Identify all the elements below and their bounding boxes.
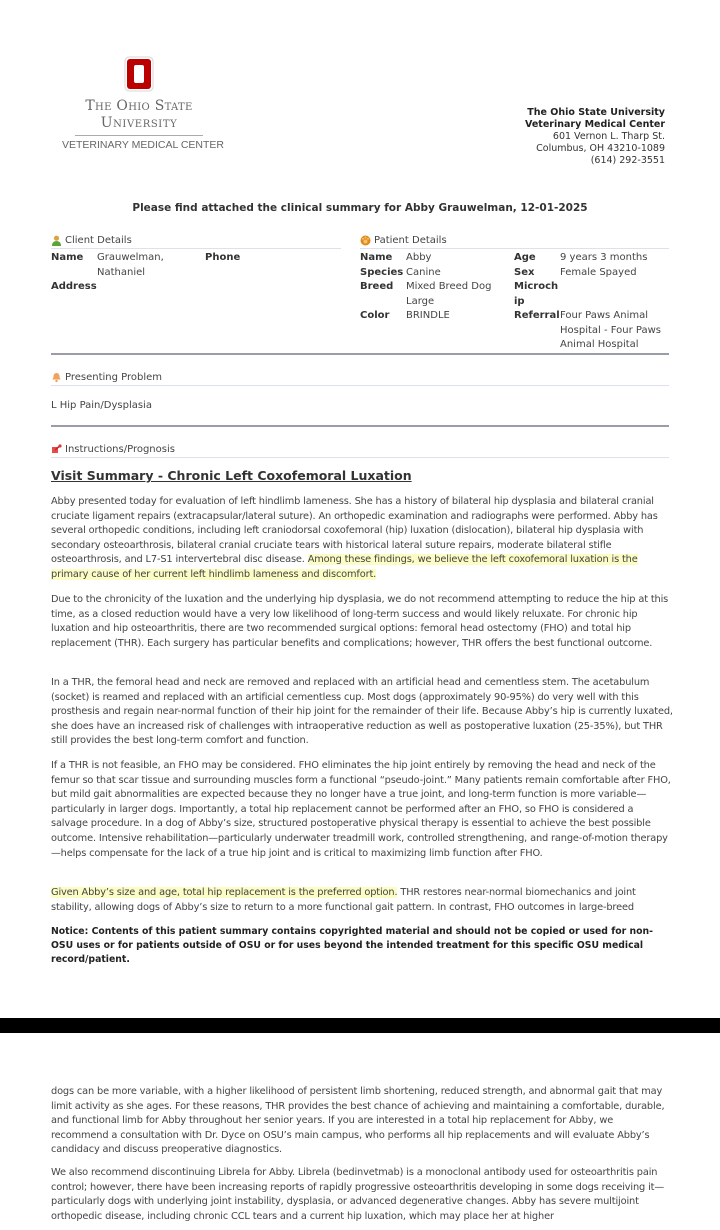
patient-name-label: Name (360, 252, 393, 263)
client-name-value (97, 251, 164, 280)
block-o-icon (124, 56, 154, 92)
visit-summary-title: Visit Summary - Chronic Left Coxofemoral Luxation (51, 468, 412, 483)
patient-breed-label: Breed (360, 281, 394, 292)
paragraph-5-text: THR restores near-normal biomechanics and joint stability, allowing dogs of Abby’s size to return to a more functional gait pattern. In contrast, FHO outcomes in large-breed (51, 887, 636, 913)
patient-referral-line3: Animal Hospital (560, 339, 639, 350)
client-details-header (51, 235, 132, 246)
paragraph-2: Due to the chronicity of the luxation and the underlying hip dysplasia, we do not recommend attempting to reduce the hip at this time, as a closed reduction would have a very low likelihood of long-term success and would likely reluxate. For chronic hip luxation and hip osteoarthritis, there are two recommended surgical options: femoral head ostectomy (FHO) and total hip replacement (THR). Each surgery has particular benefits and complications; however, THR offers the best functional outcome. (51, 594, 669, 649)
logo-rule (75, 135, 203, 136)
patient-details-rule (360, 248, 669, 249)
logo-text-line1: The Ohio State (85, 98, 193, 114)
page2-paragraph-2: We also recommend discontinuing Librela for Abby. Librela (bedinvetmab) is a monoclonal antibody used for osteoarthritis pain control; however, there have been increasing reports of rapidly progressive osteoarthritis developing in some dogs receiving it—particularly dogs with underlying joint instability, dysplasia, or advanced degenerative changes. Abby has severe multijoint orthopedic disease, including chronic CCL tears and a current hip luxation, which may place her at higher (51, 1167, 665, 1222)
patient-microchip-label-1: Microch (514, 281, 559, 292)
page2-paragraph-1: dogs can be more variable, with a higher likelihood of persistent limb shortening, reduced strength, and abnormal gait that may limit activity as she ages. For these reasons, THR provides the best chance of achieving and maintaining a comfortable, durable, and functional limb for Abby throughout her senior years. If you are interested in a total hip replacement for Abby, we recommend a consultation with Dr. Dyce on OSU’s main campus, who performs all hip replacements and will evaluate Abby’s candidacy and discuss preoperative diagnostics. (51, 1086, 665, 1156)
address-street: 601 Vernon L. Tharp St. (552, 131, 665, 142)
patient-breed-line2: Large (406, 295, 435, 307)
presenting-problem-header (51, 372, 162, 383)
address-org1: The Ohio State University (527, 107, 665, 118)
client-address-label-text: Address (51, 281, 97, 292)
address-city: Columbus, OH 43210-1089 (536, 143, 665, 154)
paragraph-5-highlight: Given Abby’s size and age, total hip replacement is the preferred option. (51, 887, 398, 898)
patient-species-label: Species (360, 266, 404, 278)
page-break (0, 1018, 720, 1033)
logo-text-line2: University (100, 115, 178, 131)
patient-referral-line2: Hospital - Four Paws (560, 324, 662, 336)
address-org2: Veterinary Medical Center (525, 119, 665, 130)
presenting-problem-title: Presenting Problem (65, 372, 163, 383)
client-name-label-text: Name (51, 252, 84, 263)
patient-name-value: Abby (406, 252, 432, 263)
pushpin-icon (51, 444, 62, 455)
paragraph-1 (51, 495, 673, 583)
paragraph-4: If a THR is not feasible, an FHO may be considered. FHO eliminates the hip joint entirely by removing the head and neck of the femur so that scar tissue and surrounding muscles form a functional “pseudo-joint.” Many patients remain comfortable after FHO, but mild gait abnormalities are expected because they no longer have a true joint, and long-term function is more variable—particularly in larger dogs. Importantly, a total hip replacement cannot be performed after an FHO, so FHO is considered a salvage procedure. In a dog of Abby’s size, structured postoperative physical therapy is essential to achieve the best possible outcome. Intensive rehabilitation—particularly underwater treadmill work, controlled strengthening, and range-of-motion therapy—helps compensate for the lack of a true hip joint and is critical to maximizing limb function after FHO. (51, 760, 671, 859)
patient-sex-label: Sex (514, 266, 535, 278)
patient-sex-value: Female Spayed (560, 266, 637, 278)
clinic-address (525, 107, 665, 167)
osu-logo (62, 56, 225, 151)
client-details-title: Client Details (65, 235, 132, 246)
paragraph-5 (51, 886, 673, 915)
copyright-notice: Notice: Contents of this patient summary contains copyrighted material and should not be copied or used for non-OSU uses or for patients outside of OSU or for uses beyond the intended treatment for this specific OSU medical record/patient. (51, 926, 653, 965)
client-name-line1: Grauwelman, (97, 252, 164, 263)
paragraph-3: In a THR, the femoral head and neck are removed and replaced with an artificial head and cementless stem. The acetabulum (socket) is reamed and replaced with an artificial cementless cup. Most dogs (approximately 90-95%) do very well with this prosthesis and regain near-normal function of their hip joint for the remainder of their life. Because Abby’s hip is currently luxated, she does have an increased risk of challenges with intraoperative reduction as well as postoperative luxation (25-35%), but THR still provides the best long-term comfort and function. (51, 677, 673, 747)
person-icon (51, 235, 62, 246)
patient-details-title: Patient Details (374, 235, 447, 246)
patient-labels-col1 (360, 251, 403, 324)
client-name-line2: Nathaniel (97, 266, 146, 278)
address-phone: (614) 292-3551 (590, 155, 665, 166)
patient-color-label: Color (360, 310, 390, 321)
patient-microchip-label-2: ip (514, 295, 525, 307)
patient-values-col2 (560, 251, 661, 353)
patient-referral-label: Referral (514, 310, 560, 321)
instructions-header (51, 444, 175, 455)
client-phone-label (205, 251, 240, 266)
details-divider (51, 353, 669, 355)
client-address-label (51, 280, 97, 295)
instructions-title: Instructions/Prognosis (65, 444, 175, 455)
client-name-label (51, 251, 83, 266)
patient-age-value: 9 years 3 months (560, 252, 648, 263)
paragraph-1-text: Abby presented today for evaluation of left hindlimb lameness. She has a history of bilateral hip dysplasia and bilateral cranial cruciate ligament repairs (extracapsular/lateral suture). An orthopedic examination and radiographs were performed. Abby has several orthopedic conditions, including left craniodorsal coxofemoral (hip) luxation (dislocation), bilateral hip dysplasia with secondary osteoarthrosis, bilateral cranial cruciate tears with historical lateral suture repairs, moderate bilateral stifle osteoarthrosis, and L7-S1 intervertebral disc disease. (51, 496, 658, 566)
patient-age-label: Age (514, 252, 536, 263)
document-page-2 (0, 1033, 720, 1230)
paw-icon (360, 235, 371, 246)
presenting-problem-rule (51, 385, 669, 386)
logo-text-line3: VETERINARY MEDICAL CENTER (62, 139, 225, 151)
document-heading: Please find attached the clinical summary for Abby Grauwelman, 12-01-2025 (132, 202, 588, 214)
patient-referral-line1: Four Paws Animal (560, 310, 649, 321)
patient-breed-line1: Mixed Breed Dog (406, 281, 492, 292)
bell-icon (51, 372, 62, 383)
patient-labels-col2 (514, 251, 560, 324)
patient-color-value: BRINDLE (406, 310, 450, 321)
instructions-rule (51, 457, 669, 458)
patient-species-value: Canine (406, 266, 441, 278)
problem-divider (51, 425, 669, 427)
client-details-rule (51, 248, 341, 249)
paragraph-1-highlight: Among these findings, we believe the left coxofemoral luxation is the primary cause of her current left hindlimb lameness and discomfort. (51, 554, 638, 580)
presenting-problem-value: L Hip Pain/Dysplasia (51, 400, 152, 411)
patient-details-header (360, 235, 447, 246)
client-phone-label-text: Phone (205, 252, 241, 263)
patient-values-col1 (406, 251, 491, 324)
